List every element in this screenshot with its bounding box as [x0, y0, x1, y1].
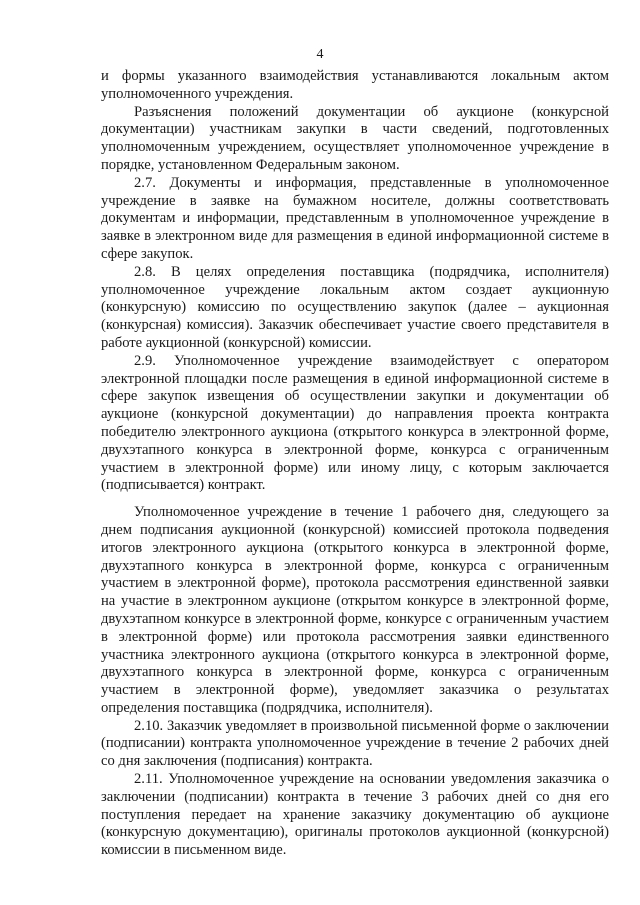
paragraph-notification: Уполномоченное учреждение в течение 1 рабочего дня, следующего за днем подписания аукционной (конкурсной) комиссией протокола подведения итогов электронного аукциона (открытого конкурса в электронной форме, двухэтапного конкурса в электронной форме, конкурса с ограниченным участием в электронной форме), протокола рассмотрения единственной заявки на участие в электронном аукционе (открытом конкурсе в электронной форме, двухэтапном конкурсе в электронной форме, конкурсе с ограниченным участием в электронной форме) или протокола рассмотрения заявки единственного участника электронного аукциона (открытого конкурса в электронной форме, двухэтапного конкурса в электронной форме, конкурса с ограниченным участием в электронной форме), уведомляет заказчика о результатах определения поставщика (подрядчика, исполнителя).: [101, 504, 609, 716]
paragraph-2-7: 2.7. Документы и информация, представленные в уполномоченное учреждение в заявке на бумажном носителе, должны соответствовать документам и информации, представленным в уполномоченное учреждение в заявке в электронном виде для размещения в единой информационной системе в сфере закупок.: [101, 174, 609, 262]
paragraph-continuation: и формы указанного взаимодействия устанавливаются локальным актом уполномоченного учреждения.: [101, 68, 609, 102]
paragraph-2-10: 2.10. Заказчик уведомляет в произвольной письменной форме о заключении (подписании) контракта уполномоченное учреждение в течение 2 рабочих дней со дня заключения (подписания) контракта.: [101, 717, 609, 770]
paragraph-clarifications: Разъяснения положений документации об аукционе (конкурсной документации) участникам закупки в части сведений, подготовленных уполномоченным учреждением, осуществляет уполномоченное учреждение в порядке, установленном Федеральным законом.: [101, 103, 609, 173]
paragraph-2-8: 2.8. В целях определения поставщика (подрядчика, исполнителя) уполномоченное учреждение локальным актом создает аукционную (конкурсную) комиссию по осуществлению закупок (далее – аукционная (конкурсная) комиссия). Заказчик обеспечивает участие своего представителя в работе аукционной (конкурсной) комиссии.: [101, 263, 609, 351]
page-number: 4: [316, 47, 324, 62]
paragraph-2-9: 2.9. Уполномоченное учреждение взаимодействует с оператором электронной площадки после размещения в единой информационной системе в сфере закупок извещения об осуществлении закупки и документации об аукционе (конкурсной документации) до направления проекта контракта победителю электронного аукциона (открытого конкурса в электронной форме, двухэтапного конкурса в электронной форме, конкурса с ограниченным участием в электронной форме) или иному лицу, с которым заключается (подписывается) контракт.: [101, 352, 609, 494]
document-body: [101, 68, 609, 860]
paragraph-2-11: 2.11. Уполномоченное учреждение на основании уведомления заказчика о заключении (подписании) контракта в течение 3 рабочих дней со дня его поступления передает на хранение заказчику документацию об аукционе (конкурсную документацию), оригиналы протоколов аукционной (конкурсной) комиссии в письменном виде.: [101, 771, 609, 859]
